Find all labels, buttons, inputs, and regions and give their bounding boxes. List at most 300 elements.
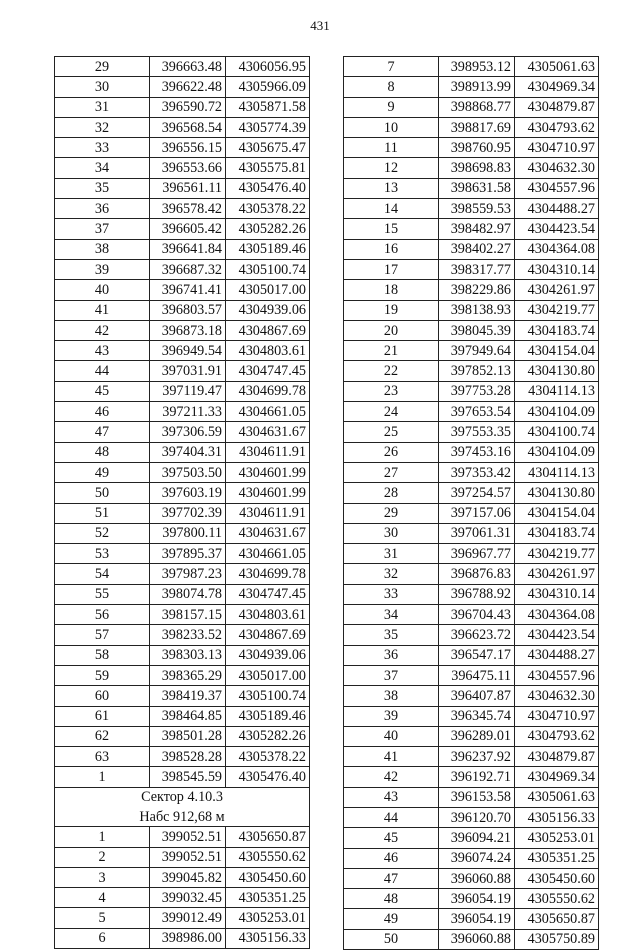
x-coordinate-cell: 398157.15: [150, 605, 226, 625]
y-coordinate-cell: 4304632.30: [515, 158, 599, 178]
table-row: [55, 361, 310, 381]
point-number-cell: 40: [55, 280, 150, 300]
point-number-cell: 42: [344, 767, 439, 787]
table-row: [344, 57, 599, 77]
table-row: [55, 767, 310, 787]
y-coordinate-cell: 4305351.25: [515, 848, 599, 868]
point-number-cell: 47: [344, 868, 439, 888]
y-coordinate-cell: 4304699.78: [226, 381, 310, 401]
y-coordinate-cell: 4304879.87: [515, 747, 599, 767]
table-row: [55, 219, 310, 239]
point-number-cell: 48: [55, 442, 150, 462]
table-row: [344, 178, 599, 198]
y-coordinate-cell: 4305450.60: [515, 868, 599, 888]
point-number-cell: 20: [344, 320, 439, 340]
x-coordinate-cell: 396623.72: [439, 625, 515, 645]
table-row: [55, 827, 310, 847]
table-row: [55, 867, 310, 887]
x-coordinate-cell: 397254.57: [439, 483, 515, 503]
point-number-cell: 60: [55, 686, 150, 706]
y-coordinate-cell: 4304423.54: [515, 219, 599, 239]
point-number-cell: 59: [55, 665, 150, 685]
x-coordinate-cell: 397553.35: [439, 422, 515, 442]
table-row: [55, 747, 310, 767]
x-coordinate-cell: 396704.43: [439, 605, 515, 625]
y-coordinate-cell: 4304611.91: [226, 503, 310, 523]
point-number-cell: 12: [344, 158, 439, 178]
table-row: [55, 564, 310, 584]
y-coordinate-cell: 4304488.27: [515, 645, 599, 665]
y-coordinate-cell: 4304183.74: [515, 320, 599, 340]
x-coordinate-cell: 396578.42: [150, 199, 226, 219]
y-coordinate-cell: 4304100.74: [515, 422, 599, 442]
y-coordinate-cell: 4304793.62: [515, 726, 599, 746]
table-row: [344, 889, 599, 909]
point-number-cell: 61: [55, 706, 150, 726]
y-coordinate-cell: 4305650.87: [515, 909, 599, 929]
point-number-cell: 41: [55, 300, 150, 320]
point-number-cell: 33: [55, 138, 150, 158]
y-coordinate-cell: 4305017.00: [226, 665, 310, 685]
table-row: [344, 381, 599, 401]
y-coordinate-cell: 4305100.74: [226, 259, 310, 279]
point-number-cell: 49: [344, 909, 439, 929]
table-row: [344, 77, 599, 97]
x-coordinate-cell: 398464.85: [150, 706, 226, 726]
y-coordinate-cell: 4304601.99: [226, 462, 310, 482]
table-row: [55, 462, 310, 482]
x-coordinate-cell: 396803.57: [150, 300, 226, 320]
point-number-cell: 6: [55, 928, 150, 948]
y-coordinate-cell: 4305750.89: [515, 929, 599, 949]
table-row: [344, 929, 599, 949]
x-coordinate-cell: 397987.23: [150, 564, 226, 584]
table-row: [344, 483, 599, 503]
y-coordinate-cell: 4305550.62: [515, 889, 599, 909]
x-coordinate-cell: 398138.93: [439, 300, 515, 320]
point-number-cell: 14: [344, 199, 439, 219]
point-number-cell: 28: [344, 483, 439, 503]
y-coordinate-cell: 4304104.09: [515, 402, 599, 422]
y-coordinate-cell: 4305351.25: [226, 888, 310, 908]
y-coordinate-cell: 4304631.67: [226, 422, 310, 442]
point-number-cell: 1: [55, 827, 150, 847]
table-row: [55, 523, 310, 543]
table-row: [344, 138, 599, 158]
point-number-cell: 39: [344, 706, 439, 726]
x-coordinate-cell: 396237.92: [439, 747, 515, 767]
point-number-cell: 27: [344, 462, 439, 482]
point-number-cell: 37: [344, 665, 439, 685]
y-coordinate-cell: 4305282.26: [226, 726, 310, 746]
table-row: [55, 726, 310, 746]
table-row: [55, 584, 310, 604]
point-number-cell: 8: [344, 77, 439, 97]
table-row: [344, 503, 599, 523]
x-coordinate-cell: 396060.88: [439, 868, 515, 888]
y-coordinate-cell: 4304969.34: [515, 767, 599, 787]
y-coordinate-cell: 4304803.61: [226, 341, 310, 361]
point-number-cell: 52: [55, 523, 150, 543]
x-coordinate-cell: 396054.19: [439, 909, 515, 929]
y-coordinate-cell: 4304219.77: [515, 544, 599, 564]
y-coordinate-cell: 4305378.22: [226, 747, 310, 767]
x-coordinate-cell: 396060.88: [439, 929, 515, 949]
x-coordinate-cell: 396788.92: [439, 584, 515, 604]
y-coordinate-cell: 4304261.97: [515, 280, 599, 300]
coordinates-table-right-body: [344, 57, 599, 950]
x-coordinate-cell: 396873.18: [150, 320, 226, 340]
x-coordinate-cell: 396663.48: [150, 57, 226, 77]
page-number: 431: [310, 18, 330, 33]
x-coordinate-cell: 396547.17: [439, 645, 515, 665]
y-coordinate-cell: 4304557.96: [515, 178, 599, 198]
y-coordinate-cell: 4304104.09: [515, 442, 599, 462]
y-coordinate-cell: 4305100.74: [226, 686, 310, 706]
x-coordinate-cell: 399052.51: [150, 827, 226, 847]
table-row: [55, 544, 310, 564]
point-number-cell: 11: [344, 138, 439, 158]
x-coordinate-cell: 396741.41: [150, 280, 226, 300]
table-row: [55, 178, 310, 198]
x-coordinate-cell: 396054.19: [439, 889, 515, 909]
point-number-cell: 41: [344, 747, 439, 767]
point-number-cell: 7: [344, 57, 439, 77]
y-coordinate-cell: 4304867.69: [226, 625, 310, 645]
y-coordinate-cell: 4304793.62: [515, 117, 599, 137]
x-coordinate-cell: 398233.52: [150, 625, 226, 645]
y-coordinate-cell: 4304601.99: [226, 483, 310, 503]
x-coordinate-cell: 398317.77: [439, 259, 515, 279]
point-number-cell: 34: [344, 605, 439, 625]
table-row: [344, 909, 599, 929]
sector-title: Сектор 4.10.3: [55, 787, 310, 807]
x-coordinate-cell: 398482.97: [439, 219, 515, 239]
y-coordinate-cell: 4305550.62: [226, 847, 310, 867]
y-coordinate-cell: 4305774.39: [226, 117, 310, 137]
table-row: [55, 645, 310, 665]
table-row: [55, 928, 310, 948]
x-coordinate-cell: 398501.28: [150, 726, 226, 746]
point-number-cell: 30: [55, 77, 150, 97]
x-coordinate-cell: 396949.54: [150, 341, 226, 361]
coordinates-table-left-body: [55, 57, 310, 949]
table-row: [344, 706, 599, 726]
table-row: [344, 564, 599, 584]
table-row: [55, 605, 310, 625]
x-coordinate-cell: 398365.29: [150, 665, 226, 685]
y-coordinate-cell: 4305378.22: [226, 199, 310, 219]
table-row: [55, 442, 310, 462]
point-number-cell: 45: [55, 381, 150, 401]
point-number-cell: 26: [344, 442, 439, 462]
table-row: [344, 219, 599, 239]
point-number-cell: 38: [344, 686, 439, 706]
y-coordinate-cell: 4304154.04: [515, 341, 599, 361]
point-number-cell: 53: [55, 544, 150, 564]
table-row: [55, 483, 310, 503]
table-row: [344, 199, 599, 219]
point-number-cell: 55: [55, 584, 150, 604]
y-coordinate-cell: 4304364.08: [515, 239, 599, 259]
y-coordinate-cell: 4305966.09: [226, 77, 310, 97]
point-number-cell: 37: [55, 219, 150, 239]
y-coordinate-cell: 4305189.46: [226, 706, 310, 726]
point-number-cell: 39: [55, 259, 150, 279]
y-coordinate-cell: 4304661.05: [226, 402, 310, 422]
point-number-cell: 1: [55, 767, 150, 787]
x-coordinate-cell: 397603.19: [150, 483, 226, 503]
point-number-cell: 9: [344, 97, 439, 117]
y-coordinate-cell: 4305061.63: [515, 57, 599, 77]
y-coordinate-cell: 4305476.40: [226, 178, 310, 198]
y-coordinate-cell: 4305575.81: [226, 158, 310, 178]
x-coordinate-cell: 396153.58: [439, 787, 515, 807]
x-coordinate-cell: 398986.00: [150, 928, 226, 948]
table-row: [55, 341, 310, 361]
table-row: [55, 259, 310, 279]
table-row: [55, 706, 310, 726]
y-coordinate-cell: 4304310.14: [515, 259, 599, 279]
table-row: [344, 422, 599, 442]
x-coordinate-cell: 398760.95: [439, 138, 515, 158]
point-number-cell: 32: [344, 564, 439, 584]
table-row: [55, 686, 310, 706]
point-number-cell: 46: [55, 402, 150, 422]
y-coordinate-cell: 4304803.61: [226, 605, 310, 625]
point-number-cell: 5: [55, 908, 150, 928]
point-number-cell: 51: [55, 503, 150, 523]
table-row: [344, 767, 599, 787]
point-number-cell: 31: [344, 544, 439, 564]
x-coordinate-cell: 396568.54: [150, 117, 226, 137]
table-row: [55, 625, 310, 645]
point-number-cell: 17: [344, 259, 439, 279]
x-coordinate-cell: 396475.11: [439, 665, 515, 685]
point-number-cell: 30: [344, 523, 439, 543]
table-row: [344, 665, 599, 685]
point-number-cell: 13: [344, 178, 439, 198]
x-coordinate-cell: 396876.83: [439, 564, 515, 584]
y-coordinate-cell: 4304261.97: [515, 564, 599, 584]
x-coordinate-cell: 398913.99: [439, 77, 515, 97]
table-row: [344, 868, 599, 888]
y-coordinate-cell: 4305156.33: [515, 807, 599, 827]
table-row: [344, 300, 599, 320]
table-row: [344, 462, 599, 482]
y-coordinate-cell: 4304631.67: [226, 523, 310, 543]
y-coordinate-cell: 4304867.69: [226, 320, 310, 340]
point-number-cell: 32: [55, 117, 150, 137]
y-coordinate-cell: 4304364.08: [515, 605, 599, 625]
point-number-cell: 23: [344, 381, 439, 401]
point-number-cell: 18: [344, 280, 439, 300]
table-row: [344, 625, 599, 645]
table-row: [55, 280, 310, 300]
y-coordinate-cell: 4306056.95: [226, 57, 310, 77]
y-coordinate-cell: 4304130.80: [515, 483, 599, 503]
table-row: [55, 138, 310, 158]
point-number-cell: 3: [55, 867, 150, 887]
table-row: [344, 747, 599, 767]
point-number-cell: 24: [344, 402, 439, 422]
point-number-cell: 35: [55, 178, 150, 198]
y-coordinate-cell: 4304488.27: [515, 199, 599, 219]
x-coordinate-cell: 396345.74: [439, 706, 515, 726]
x-coordinate-cell: 396967.77: [439, 544, 515, 564]
x-coordinate-cell: 396553.66: [150, 158, 226, 178]
point-number-cell: 36: [55, 199, 150, 219]
y-coordinate-cell: 4305017.00: [226, 280, 310, 300]
x-coordinate-cell: 397157.06: [439, 503, 515, 523]
x-coordinate-cell: 396605.42: [150, 219, 226, 239]
point-number-cell: 35: [344, 625, 439, 645]
y-coordinate-cell: 4305450.60: [226, 867, 310, 887]
point-number-cell: 50: [344, 929, 439, 949]
table-row: [55, 57, 310, 77]
x-coordinate-cell: 397895.37: [150, 544, 226, 564]
table-row: [344, 848, 599, 868]
point-number-cell: 10: [344, 117, 439, 137]
point-number-cell: 29: [55, 57, 150, 77]
x-coordinate-cell: 396192.71: [439, 767, 515, 787]
coordinates-table-left: [54, 56, 310, 949]
y-coordinate-cell: 4304114.13: [515, 462, 599, 482]
table-row: [344, 320, 599, 340]
point-number-cell: 19: [344, 300, 439, 320]
point-number-cell: 2: [55, 847, 150, 867]
table-row: [344, 361, 599, 381]
point-number-cell: 34: [55, 158, 150, 178]
x-coordinate-cell: 398528.28: [150, 747, 226, 767]
sector-title-row: [55, 787, 310, 807]
point-number-cell: 25: [344, 422, 439, 442]
x-coordinate-cell: 398303.13: [150, 645, 226, 665]
x-coordinate-cell: 397031.91: [150, 361, 226, 381]
y-coordinate-cell: 4304114.13: [515, 381, 599, 401]
table-row: [344, 605, 599, 625]
x-coordinate-cell: 397503.50: [150, 462, 226, 482]
y-coordinate-cell: 4304423.54: [515, 625, 599, 645]
point-number-cell: 4: [55, 888, 150, 908]
x-coordinate-cell: 396561.11: [150, 178, 226, 198]
y-coordinate-cell: 4304939.06: [226, 645, 310, 665]
point-number-cell: 21: [344, 341, 439, 361]
table-row: [344, 97, 599, 117]
point-number-cell: 40: [344, 726, 439, 746]
table-row: [344, 645, 599, 665]
x-coordinate-cell: 396590.72: [150, 97, 226, 117]
table-row: [344, 442, 599, 462]
table-row: [344, 158, 599, 178]
table-row: [344, 787, 599, 807]
table-row: [55, 320, 310, 340]
table-row: [55, 239, 310, 259]
y-coordinate-cell: 4304219.77: [515, 300, 599, 320]
table-row: [55, 847, 310, 867]
x-coordinate-cell: 398074.78: [150, 584, 226, 604]
table-row: [344, 341, 599, 361]
x-coordinate-cell: 397306.59: [150, 422, 226, 442]
table-row: [344, 259, 599, 279]
point-number-cell: 22: [344, 361, 439, 381]
x-coordinate-cell: 399032.45: [150, 888, 226, 908]
point-number-cell: 54: [55, 564, 150, 584]
table-row: [55, 97, 310, 117]
point-number-cell: 33: [344, 584, 439, 604]
y-coordinate-cell: 4304154.04: [515, 503, 599, 523]
coordinates-table-right: [343, 56, 599, 950]
point-number-cell: 16: [344, 239, 439, 259]
point-number-cell: 29: [344, 503, 439, 523]
x-coordinate-cell: 397353.42: [439, 462, 515, 482]
point-number-cell: 44: [55, 361, 150, 381]
y-coordinate-cell: 4304557.96: [515, 665, 599, 685]
point-number-cell: 63: [55, 747, 150, 767]
x-coordinate-cell: 399045.82: [150, 867, 226, 887]
point-number-cell: 50: [55, 483, 150, 503]
y-coordinate-cell: 4305061.63: [515, 787, 599, 807]
x-coordinate-cell: 399052.51: [150, 847, 226, 867]
y-coordinate-cell: 4304710.97: [515, 706, 599, 726]
x-coordinate-cell: 398545.59: [150, 767, 226, 787]
y-coordinate-cell: 4305675.47: [226, 138, 310, 158]
x-coordinate-cell: 396641.84: [150, 239, 226, 259]
y-coordinate-cell: 4305156.33: [226, 928, 310, 948]
y-coordinate-cell: 4304939.06: [226, 300, 310, 320]
table-row: [344, 117, 599, 137]
x-coordinate-cell: 398698.83: [439, 158, 515, 178]
y-coordinate-cell: 4304310.14: [515, 584, 599, 604]
y-coordinate-cell: 4305189.46: [226, 239, 310, 259]
y-coordinate-cell: 4304130.80: [515, 361, 599, 381]
table-row: [344, 523, 599, 543]
y-coordinate-cell: 4304710.97: [515, 138, 599, 158]
x-coordinate-cell: 397852.13: [439, 361, 515, 381]
x-coordinate-cell: 397800.11: [150, 523, 226, 543]
y-coordinate-cell: 4305253.01: [515, 828, 599, 848]
y-coordinate-cell: 4304183.74: [515, 523, 599, 543]
table-row: [344, 402, 599, 422]
table-row: [55, 665, 310, 685]
table-row: [55, 199, 310, 219]
y-coordinate-cell: 4305871.58: [226, 97, 310, 117]
table-row: [55, 908, 310, 928]
table-row: [55, 402, 310, 422]
point-number-cell: 57: [55, 625, 150, 645]
x-coordinate-cell: 397119.47: [150, 381, 226, 401]
x-coordinate-cell: 398631.58: [439, 178, 515, 198]
table-row: [55, 300, 310, 320]
x-coordinate-cell: 398402.27: [439, 239, 515, 259]
x-coordinate-cell: 399012.49: [150, 908, 226, 928]
sector-height-row: [55, 807, 310, 827]
y-coordinate-cell: 4304747.45: [226, 361, 310, 381]
point-number-cell: 58: [55, 645, 150, 665]
table-row: [344, 584, 599, 604]
y-coordinate-cell: 4305253.01: [226, 908, 310, 928]
point-number-cell: 46: [344, 848, 439, 868]
y-coordinate-cell: 4304611.91: [226, 442, 310, 462]
x-coordinate-cell: 396556.15: [150, 138, 226, 158]
x-coordinate-cell: 397061.31: [439, 523, 515, 543]
table-row: [55, 117, 310, 137]
x-coordinate-cell: 397211.33: [150, 402, 226, 422]
x-coordinate-cell: 396074.24: [439, 848, 515, 868]
x-coordinate-cell: 398559.53: [439, 199, 515, 219]
point-number-cell: 44: [344, 807, 439, 827]
table-row: [344, 726, 599, 746]
